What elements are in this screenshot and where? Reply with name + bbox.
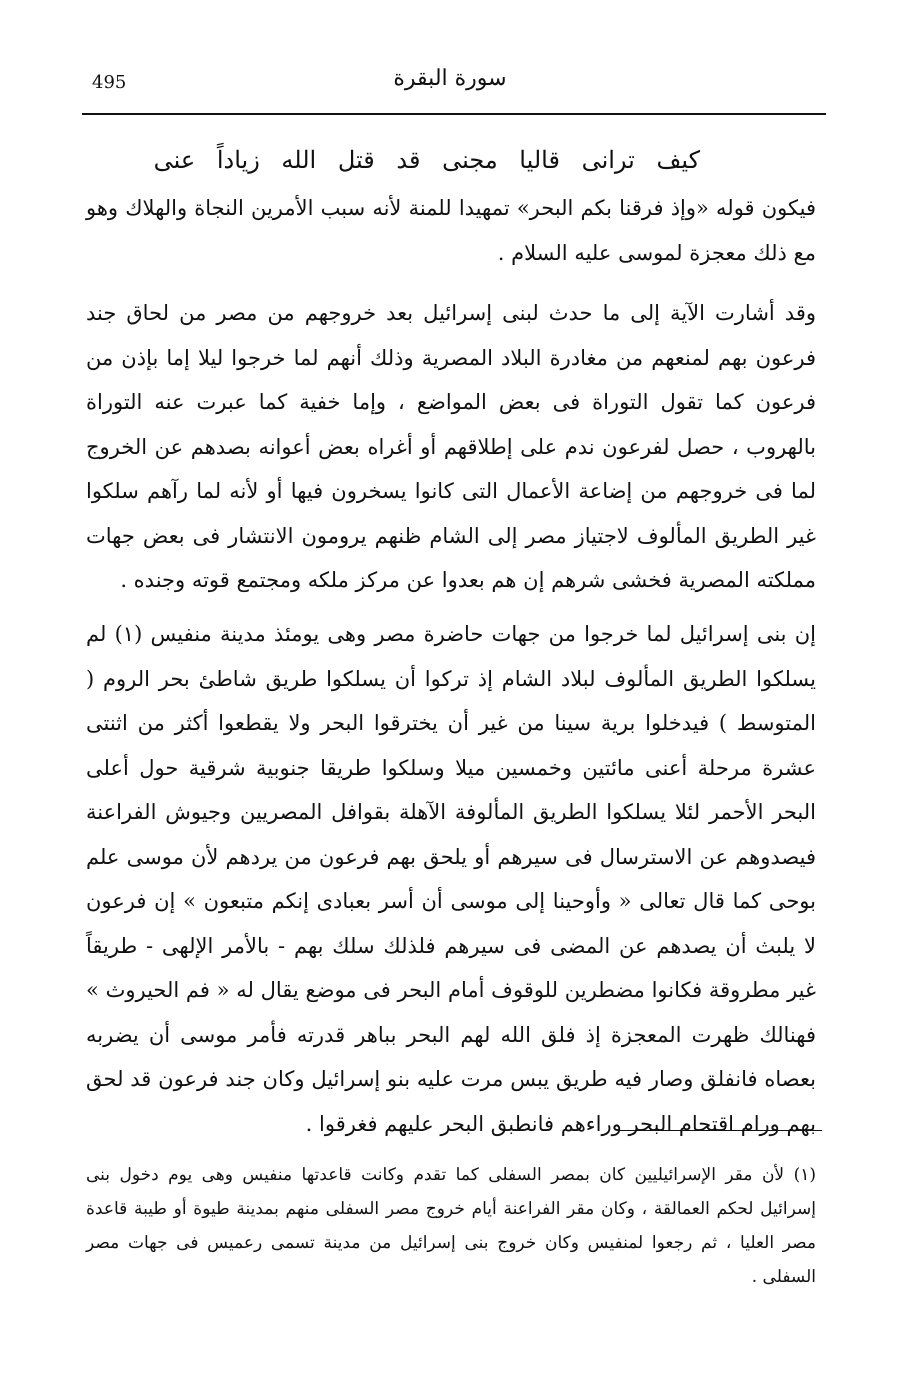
- paragraph-block-3: [86, 612, 816, 1146]
- header-rule: [82, 113, 826, 115]
- running-head: سورة البقرة: [393, 66, 507, 91]
- paragraph: وقد أشارت الآية إلى ما حدث لبنى إسرائيل بعد خروجهم من مصر من لحاق جند فرعون بهم لمنعهم من مغادرة البلاد المصرية وذلك أنهم لما خرجوا ليلا إما بإذن من فرعون كما تقول التوراة فى بعض المواضع ، وإما خفية كما عبرت عنه التوراة بالهروب ، حصل لفرعون ندم على إطلاقهم أو أغراه بعض أعوانه بصدهم عن الخروج لما فى خروجهم من إضاعة الأعمال التى كانوا يسخرون فيها أو لأنه لما رآهم سلكوا غير الطريق المألوف لاجتياز مصر إلى الشام ظنهم يرومون الانتشار فى بعض جهات مملكته المصرية فخشى شرهم إن هم بعدوا عن مركز ملكه ومجتمع قوته وجنده .: [86, 301, 816, 592]
- footnote: (١) لأن مقر الإسرائيليين كان بمصر السفلى كما تقدم وكانت قاعدتها منفيس وهى يوم دخول بنى إسرائيل لحكم العمالقة ، وكان مقر الفراعنة أيام خروج مصر السفلى منهم بمدينة طيوة أو طيبة قاعدة مصر العليا ، ثم رجعوا لمنفيس وكان خروج بنى إسرائيل من مدينة تسمى رعميس فى جهات مصر السفلى .: [86, 1165, 816, 1287]
- paragraph: إن بنى إسرائيل لما خرجوا من جهات حاضرة مصر وهى يومئذ مدينة منفيس (١) لم يسلكوا الطريق المألوف لبلاد الشام إذ تركوا أن يسلكوا طريق شاطئ بحر الروم ( المتوسط ) فيدخلوا برية سينا من غير أن يخترقوا البحر ولا يقطعوا أكثر من اثنتى عشرة مرحلة أعنى مائتين وخمسين ميلا وسلكوا طريقا جنوبية شرقية حول أعلى البحر الأحمر لئلا يسلكوا الطريق المألوفة الآهلة بقوافل المصريين وجيوش الفراعنة فيصدوهم عن الاسترسال فى سيرهم أو يلحق بهم فرعون من يردهم لأن موسى علم بوحى كما قال تعالى « وأوحينا إلى موسى أن أسر بعبادى إنكم متبعون » إن فرعون لا يلبث أن يصدهم عن المضى فى سيرهم فلذلك سلك بهم - بالأمر الإلهى - طريقاً غير مطروقة فكانوا مضطرين للوقوف أمام البحر فى موضع يقال له « فم الحيروث » فهنالك ظهرت المعجزة إذ فلق الله لهم البحر بباهر قدرته فأمر موسى أن يضربه بعصاه فانفلق وصار فيه طريق يبس مرت عليه بنو إسرائيل وكان جند فرعون قد لحق بهم ورام اقتحام البحر وراءهم فانطبق البحر عليهم فغرقوا .: [86, 622, 816, 1136]
- verse-line: كيف ترانى قاليا مجنى قد قتل الله زياداً عنى: [153, 146, 700, 174]
- page-number: 495: [92, 72, 127, 93]
- paragraph: فيكون قوله «وإذ فرقنا بكم البحر» تمهيدا للمنة لأنه سبب الأمرين النجاة والهلاك وهو مع ذلك معجزة لموسى عليه السلام .: [86, 196, 816, 265]
- paragraph-block-1: [86, 186, 816, 275]
- paragraph-block-2: [86, 291, 816, 603]
- footnote-rule: [620, 1130, 822, 1131]
- footnotes: [86, 1158, 816, 1294]
